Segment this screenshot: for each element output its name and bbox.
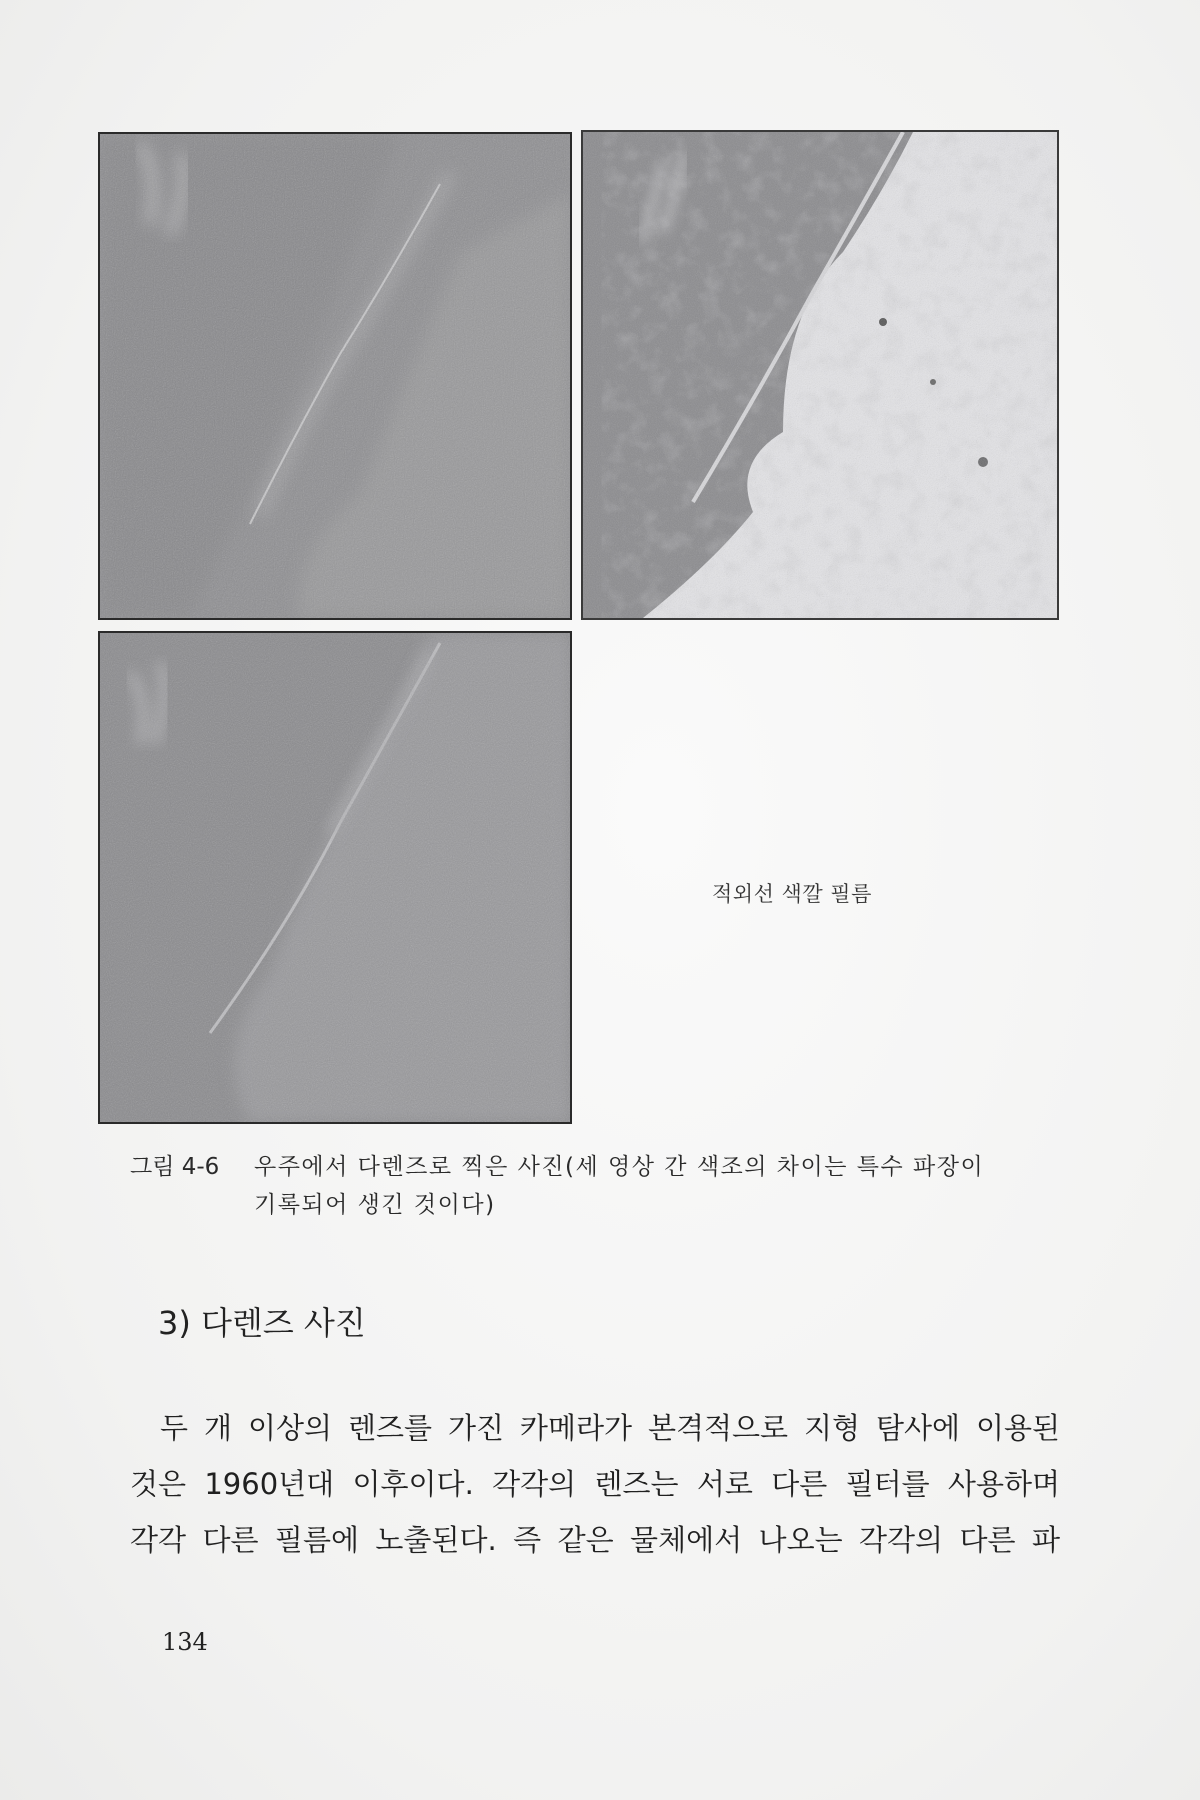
satellite-photo-bottom-left [98, 631, 572, 1124]
caption-text-line-1: 우주에서 다렌즈로 찍은 사진(세 영상 간 색조의 차이는 특수 파장이 [254, 1154, 985, 1180]
body-line-3: 각각 다른 필름에 노출된다. 즉 같은 물체에서 나오는 각각의 다른 파 [130, 1523, 1060, 1557]
body-line-2: 것은 1960년대 이후이다. 각각의 렌즈는 서로 다른 필터를 사용하며 [130, 1467, 1060, 1501]
satellite-photo-top-right [581, 130, 1059, 620]
infrared-film-label: 적외선 색깔 필름 [712, 882, 872, 906]
figure-number: 그림 4-6 [130, 1154, 220, 1180]
body-line-1: 두 개 이상의 렌즈를 가진 카메라가 본격적으로 지형 탐사에 이용된 [160, 1411, 1060, 1445]
satellite-photo-top-left [98, 132, 572, 620]
caption-text-line-2: 기록되어 생긴 것이다) [254, 1192, 496, 1218]
coastline-bright-land-image [583, 132, 1057, 618]
coastline-grey-image-2 [100, 633, 570, 1122]
page-number: 134 [162, 1628, 208, 1656]
section-heading: 3) 다렌즈 사진 [158, 1304, 366, 1342]
body-paragraph [130, 1400, 1060, 1568]
coastline-grey-image [100, 134, 570, 618]
